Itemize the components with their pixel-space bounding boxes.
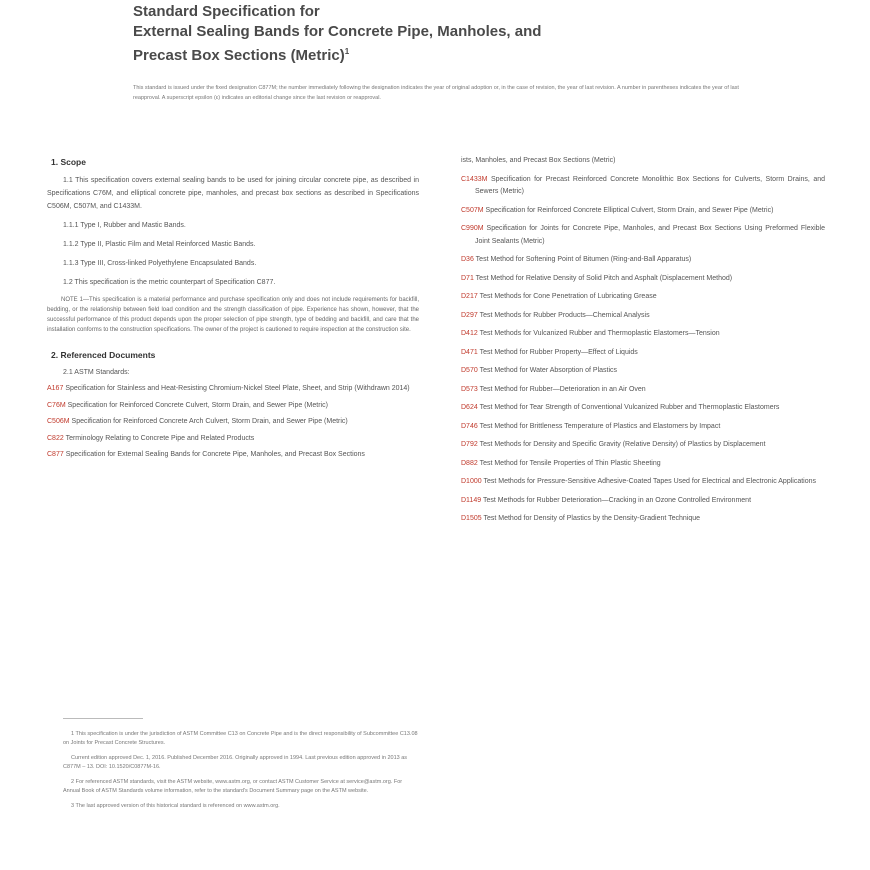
reference-item <box>461 205 825 218</box>
reference-title: Test Methods for Rubber Products—Chemical Analysis <box>479 311 650 319</box>
reference-title: Terminology Relating to Concrete Pipe and Related Products <box>65 434 255 442</box>
reference-title: Test Methods for Vulcanized Rubber and Thermoplastic Elastomers—Tension <box>479 330 720 337</box>
reference-title: Test Method for Rubber—Deterioration in an Air Oven <box>479 385 646 393</box>
reference-item <box>47 383 419 396</box>
reference-code-link[interactable]: D792 <box>461 441 478 448</box>
footnotes <box>63 730 418 817</box>
reference-item <box>461 174 825 199</box>
right-column <box>461 155 825 532</box>
reference-code-link[interactable]: D1149 <box>461 496 482 504</box>
reference-code-link[interactable]: D624 <box>461 404 478 411</box>
reference-title: Test Method for Relative Density of Solid Pitch and Asphalt (Displacement Method) <box>475 274 733 282</box>
reference-item <box>461 328 825 341</box>
reference-item <box>47 449 419 462</box>
reference-title: Test Methods for Density and Specific Gravity (Relative Density) of Plastics by Displacement <box>479 441 766 448</box>
document-title <box>133 2 733 66</box>
scope-paragraph-1-1: 1.1 This specification covers external sealing bands to be used for joining circular concrete pipe, as described in Specifications C76M, and elliptical concrete pipe, manholes, and precast box sections as described in Specifications C506M, C507M, and C1433M. <box>47 177 419 210</box>
reference-item <box>461 495 825 508</box>
title-line-1: Standard Specification for <box>133 3 320 20</box>
reference-title: Test Methods for Pressure-Sensitive Adhesive-Coated Tapes Used for Electrical and Electronic Applications <box>483 478 817 485</box>
reference-code-link[interactable]: D471 <box>461 348 478 356</box>
scope-item-type-1: 1.1.1 Type I, Rubber and Mastic Bands. <box>63 222 186 229</box>
reference-code-link[interactable]: D573 <box>461 385 478 393</box>
reference-item <box>461 384 825 397</box>
reference-item <box>461 365 825 378</box>
reference-title: Specification for Reinforced Concrete Culvert, Storm Drain, and Sewer Pipe (Metric) <box>67 401 328 409</box>
reference-code-link[interactable]: D412 <box>461 330 478 337</box>
scope-item-type-2: 1.1.2 Type II, Plastic Film and Metal Reinforced Mastic Bands. <box>63 241 256 248</box>
title-line-2: External Sealing Bands for Concrete Pipe, Manholes, and <box>133 23 542 40</box>
astm-standards-label: 2.1 ASTM Standards: <box>63 369 130 376</box>
scope-item-type-3: 1.1.3 Type III, Cross-linked Polyethylene Encapsulated Bands. <box>63 260 257 267</box>
left-reference-list <box>47 383 419 462</box>
reference-item <box>47 416 419 429</box>
reference-item <box>461 421 825 434</box>
reference-title: Test Method for Tensile Properties of Thin Plastic Sheeting <box>479 459 661 467</box>
reference-title: Test Method for Density of Plastics by the Density-Gradient Technique <box>483 515 701 522</box>
title-line-3: Precast Box Sections (Metric)$^1$ <box>133 47 350 64</box>
reference-code-link[interactable]: C822 <box>47 434 64 442</box>
reference-title: Specification for Joints for Concrete Pipe, Manholes, and Precast Box Sections Using Preformed Flexible Joint Sealants (Metric) <box>475 225 825 245</box>
reference-title: Test Method for Water Absorption of Plastics <box>479 367 618 374</box>
reference-code-link[interactable]: C76M <box>47 401 66 409</box>
reference-code-link[interactable]: D746 <box>461 422 478 430</box>
reference-code-link[interactable]: A167 <box>47 385 64 392</box>
reference-item <box>47 400 419 413</box>
reference-title: Test Method for Brittleness Temperature of Plastics and Elastomers by Impact <box>479 422 721 430</box>
reference-title: Test Method for Rubber Property—Effect of Liquids <box>479 348 638 356</box>
reference-code-link[interactable]: D882 <box>461 459 478 467</box>
reference-title: Test Methods for Cone Penetration of Lubricating Grease <box>479 293 657 300</box>
reference-code-link[interactable]: C506M <box>47 418 70 425</box>
reference-item <box>461 291 825 304</box>
right-reference-list <box>461 155 825 526</box>
reference-item <box>461 347 825 360</box>
scope-paragraph-1-2: 1.2 This specification is the metric counterpart of Specification C877. <box>63 279 276 286</box>
reference-item <box>461 476 825 489</box>
reference-code-link[interactable]: C507M <box>461 206 484 214</box>
title-superscript: 1 <box>344 47 350 56</box>
reference-code-link[interactable]: D570 <box>461 367 478 374</box>
reference-title: Specification for Reinforced Concrete Arch Culvert, Storm Drain, and Sewer Pipe (Metric) <box>71 418 348 425</box>
reference-title: Specification for Stainless and Heat-Resisting Chromium-Nickel Steel Plate, Sheet, and Strip (Withdrawn 2014) <box>65 385 410 392</box>
reference-code-link[interactable]: C990M <box>461 225 484 232</box>
reference-code-link[interactable]: D1000 <box>461 478 482 485</box>
reference-item <box>461 402 825 415</box>
designation-note: This standard is issued under the fixed designation C877M; the number immediately following the designation indicates the year of original adoption or, in the case of revision, the year of last revision. A number in parentheses indicates the year of last reapproval. A superscript epsilon (ε) indicates an editorial change since the last revision or reapproval. <box>133 85 739 101</box>
reference-title: Test Method for Tear Strength of Conventional Vulcanized Rubber and Thermoplastic Elastomers <box>479 404 780 411</box>
reference-title: Specification for Precast Reinforced Concrete Monolithic Box Sections for Culverts, Storm Drains, and Sewers (Metric) <box>475 175 825 195</box>
reference-title: ists, Manholes, and Precast Box Sections (Metric) <box>461 157 616 164</box>
reference-code-link[interactable]: C877 <box>47 451 64 458</box>
reference-code-link[interactable]: D1505 <box>461 515 482 522</box>
reference-code-link[interactable]: D217 <box>461 293 478 300</box>
reference-item <box>47 433 419 446</box>
reference-item <box>461 310 825 323</box>
reference-code-link[interactable]: D297 <box>461 311 478 319</box>
reference-item <box>461 439 825 452</box>
reference-code-link[interactable]: D36 <box>461 256 474 263</box>
left-column <box>47 156 419 466</box>
reference-item <box>461 254 825 267</box>
reference-item <box>461 273 825 286</box>
footnote-1: 1 This specification is under the jurisdiction of ASTM Committee C13 on Concrete Pipe and is the direct responsibility of Subcommittee C13.08 on Joints for Precast Concrete Structures. <box>63 731 418 746</box>
reference-item <box>461 223 825 248</box>
scope-heading: 1. Scope <box>51 157 86 167</box>
reference-item <box>461 513 825 526</box>
reference-title: Specification for Reinforced Concrete Elliptical Culvert, Storm Drain, and Sewer Pipe (Metric) <box>485 206 774 214</box>
footnote-2: 2 For referenced ASTM standards, visit the ASTM website, www.astm.org, or contact ASTM Customer Service at service@astm.org. For Annual Book of ASTM Standards volume information, refer to the standard's Document Summary page on the ASTM website. <box>63 779 403 794</box>
reference-code-link[interactable]: D71 <box>461 274 474 282</box>
footnote-3: 3 The last approved version of this historical standard is referenced on www.astm.org. <box>71 803 280 809</box>
footnote-edition: Current edition approved Dec. 1, 2016. Published December 2016. Originally approved in 1994. Last previous edition approved in 2013 as C877M – 13. DOI: 10.1520/C0877M-16. <box>63 755 408 770</box>
footnote-divider <box>63 718 143 719</box>
reference-title: Specification for External Sealing Bands for Concrete Pipe, Manholes, and Precast Box Sections <box>65 451 365 458</box>
scope-note-1: NOTE 1—This specification is a material performance and purchase specification only and does not include requirements for backfill, bedding, or the relationship between field load condition and the strength classification of pipe. Experience has shown, however, that the successful performance of this product depends upon the proper selection of pipe strength, type of bedding and backfill, and care that the installation conforms to the construction specifications. The owner of the project is cautioned to require inspection at the construction site. <box>47 297 419 333</box>
referenced-documents-heading: 2. Referenced Documents <box>51 350 156 360</box>
reference-item <box>461 155 825 168</box>
reference-code-link[interactable]: C1433M <box>461 175 488 183</box>
reference-title: Test Method for Softening Point of Bitumen (Ring-and-Ball Apparatus) <box>475 256 692 263</box>
reference-item <box>461 458 825 471</box>
reference-title: Test Methods for Rubber Deterioration—Cracking in an Ozone Controlled Environment <box>482 496 752 504</box>
